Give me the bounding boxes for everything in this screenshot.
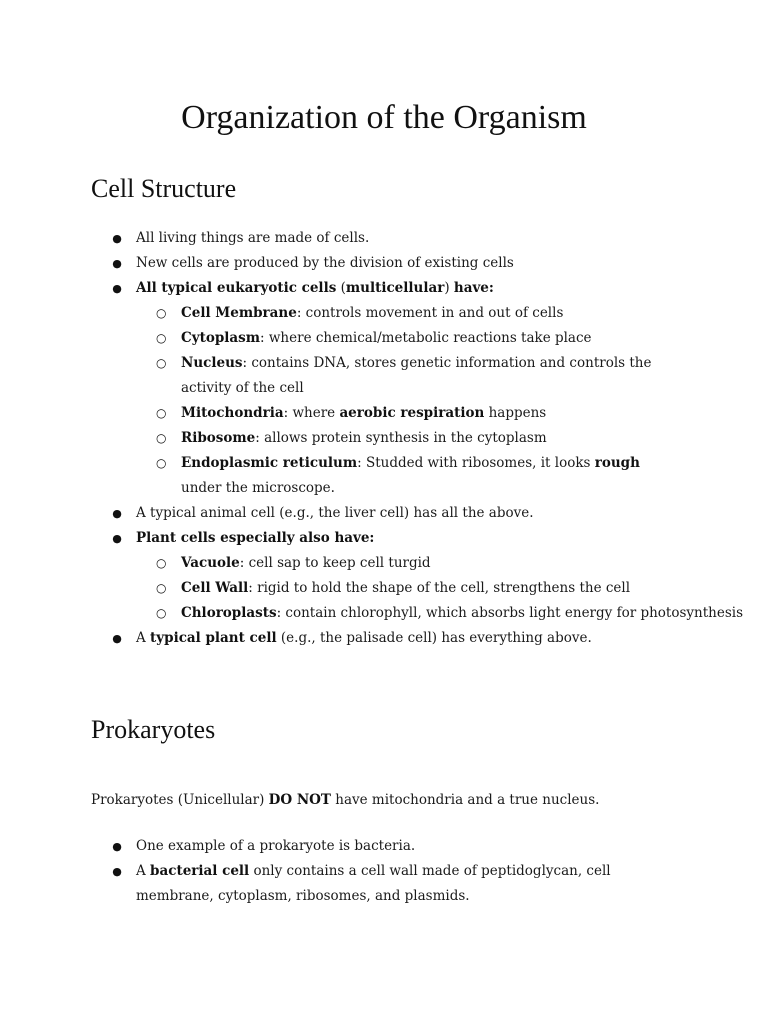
prokaryotes-intro-paragraph: Prokaryotes (Unicellular) DO NOT have mitochondria and a true nucleus. [91,792,600,808]
list-item: ● A bacterial cell only contains a cell wall made of peptidoglycan, cell membrane, cytoplasm, ribosomes, and plasmids. [0,859,631,909]
filled-bullet-icon: ● [112,532,122,545]
filled-bullet-icon: ● [112,232,122,245]
list-item: ● One example of a prokaryote is bacteria. [0,834,676,859]
hollow-bullet-icon: ○ [156,606,167,620]
filled-bullet-icon: ● [112,257,122,270]
list-item: ○ Mitochondria: where aerobic respiration happens [0,401,681,426]
section-heading-cell-structure: Cell Structure [91,174,237,203]
list-item: ● A typical animal cell (e.g., the liver cell) has all the above. [0,501,676,526]
section-heading-prokaryotes: Prokaryotes [91,715,216,744]
document-title: Organization of the Organism [181,99,587,136]
list-item: ○ Cell Membrane: controls movement in and out of cells [0,301,681,326]
list-item: ○ Endoplasmic reticulum: Studded with ribosomes, it looks rough under the microscope. [0,451,681,501]
list-item: ● New cells are produced by the division of existing cells [0,251,676,276]
hollow-bullet-icon: ○ [156,581,167,595]
hollow-bullet-icon: ○ [156,431,167,445]
hollow-bullet-icon: ○ [156,331,167,345]
list-item: ○ Cytoplasm: where chemical/metabolic reactions take place [0,326,681,351]
list-item: ○ Nucleus: contains DNA, stores genetic information and controls the activity of the cell [0,351,681,401]
list-item: ● A typical plant cell (e.g., the palisade cell) has everything above. [0,626,676,651]
hollow-bullet-icon: ○ [156,456,167,470]
filled-bullet-icon: ● [112,632,122,645]
hollow-bullet-icon: ○ [156,356,167,370]
list-item: ○ Ribosome: allows protein synthesis in the cytoplasm [0,426,681,451]
hollow-bullet-icon: ○ [156,406,167,420]
list-item: ● Plant cells especially also have: [0,526,676,551]
filled-bullet-icon: ● [112,507,122,520]
filled-bullet-icon: ● [112,282,122,295]
list-item: ○ Vacuole: cell sap to keep cell turgid [0,551,681,576]
list-item: ○ Chloroplasts: contain chlorophyll, which absorbs light energy for photosynthesis [0,601,681,626]
list-item: ○ Cell Wall: rigid to hold the shape of the cell, strengthens the cell [0,576,681,601]
list-item: ● All living things are made of cells. [0,226,676,251]
prokaryotes-list [0,834,676,909]
hollow-bullet-icon: ○ [156,306,167,320]
filled-bullet-icon: ● [112,865,122,878]
cell-structure-list [0,226,743,651]
hollow-bullet-icon: ○ [156,556,167,570]
list-item: ● All typical eukaryotic cells (multicellular) have: [0,276,676,301]
filled-bullet-icon: ● [112,840,122,853]
